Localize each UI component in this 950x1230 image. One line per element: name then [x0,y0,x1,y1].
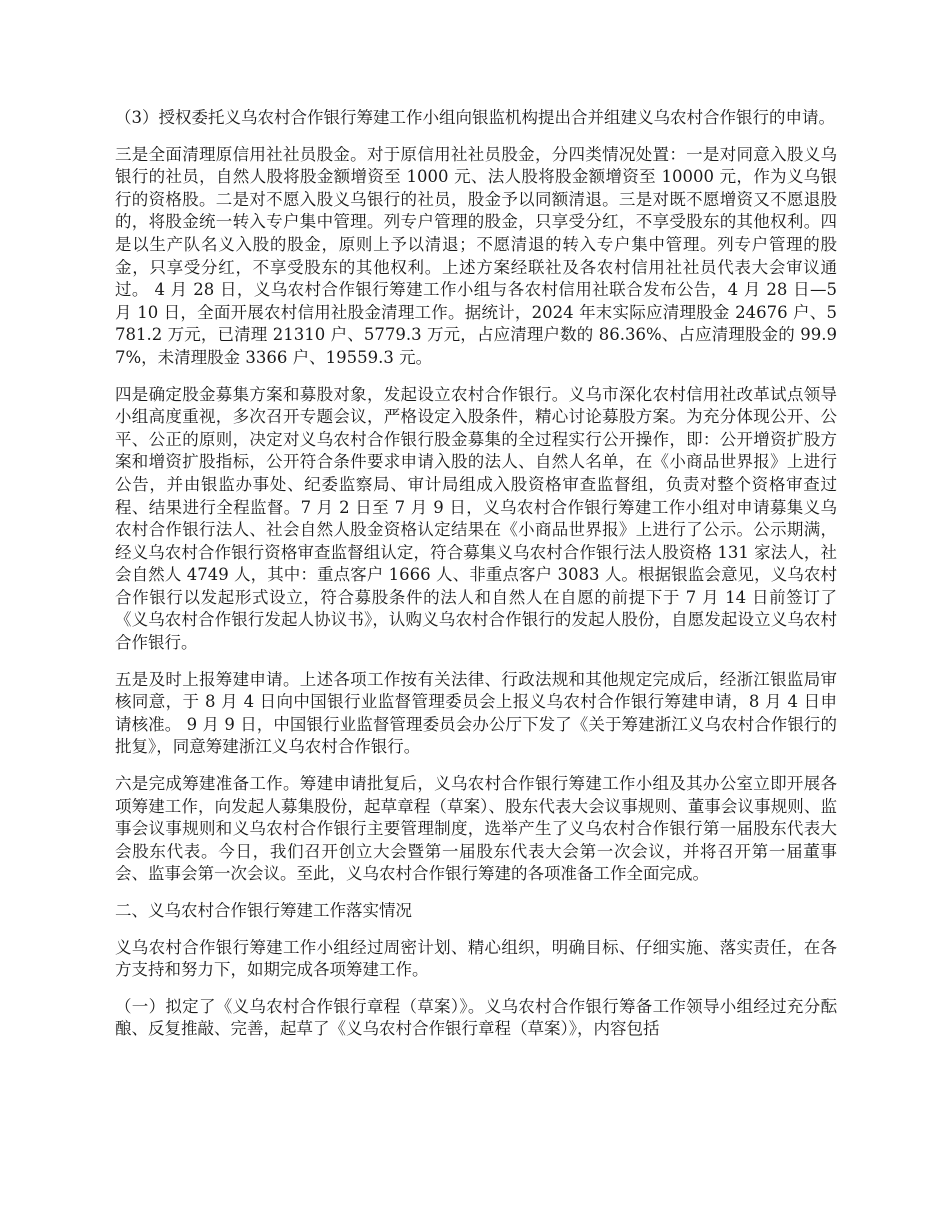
paragraph-share-cleanup: 三是全面清理原信用社社员股金。对于原信用社社员股金，分四类情况处置：一是对同意入股义乌银行的社员，自然人股将股金额增资至 1000 元、法人股将股金额增资至 10000 元，作为义乌银行的资格股。二是对不愿入股义乌银行的社员，股金予以同额清退。三是对既不愿增资又不愿退股的，将股金统一转入专户集中管理。列专户管理的股金，只享受分红，不享受股东的其他权利。四是以生产队名义入股的股金，原则上予以清退；不愿清退的转入专户集中管理。列专户管理的股金，只享受分红，不享受股东的其他权利。上述方案经联社及各农村信用社社员代表大会审议通过。 4 月 28 日，义乌农村合作银行筹建工作小组与各农村信用社联合发布公告，4 月 28 日—5 月 10 日，全面开展农村信用社股金清理工作。据统计，2024 年末实际应清理股金 24676 户、5781.2 万元，已清理 21310 户、5779.3 万元，占应清理户数的 86.36%、占应清理股金的 99.97%，未清理股金 3366 户、19559.3 元。 [115,144,837,367]
document-page [115,107,837,1055]
paragraph-authorization: （3）授权委托义乌农村合作银行筹建工作小组向银监机构提出合并组建义乌农村合作银行的申请。 [115,108,835,127]
paragraph-preparation: 六是完成筹建准备工作。筹建申请批复后，义乌农村合作银行筹建工作小组及其办公室立即开展各项筹建工作，向发起人募集股份，起草章程（草案）、股东代表大会议事规则、董事会议事规则、监事会议事规则和义乌农村合作银行主要管理制度，选举产生了义乌农村合作银行第一届股东代表大会股东代表。今日，我们召开创立大会暨第一届股东代表大会第一次会议，并将召开第一届董事会、监事会第一次会议。至此，义乌农村合作银行筹建的各项准备工作全面完成。 [115,774,837,884]
paragraph-summary: 义乌农村合作银行筹建工作小组经过周密计划、精心组织，明确目标、仔细实施、落实责任，在各方支持和努力下，如期完成各项筹建工作。 [115,937,837,980]
section-heading: 二、义乌农村合作银行筹建工作落实情况 [115,901,412,920]
paragraph-charter: （一）拟定了《义乌农村合作银行章程（草案）》。义乌农村合作银行筹备工作领导小组经过充分酝酿、反复推敲、完善，起草了《义乌农村合作银行章程（草案）》，内容包括 [115,996,837,1039]
paragraph-application: 五是及时上报筹建申请。上述各项工作按有关法律、行政法规和其他规定完成后，经浙江银监局审核同意，于 8 月 4 日向中国银行业监督管理委员会上报义乌农村合作银行筹建申请，8 月 4 日申请核准。 9 月 9 日，中国银行业监督管理委员会办公厅下发了《关于筹建浙江义乌农村合作银行的批复》，同意筹建浙江义乌农村合作银行。 [115,669,837,757]
paragraph-share-raising: 四是确定股金募集方案和募股对象，发起设立农村合作银行。义乌市深化农村信用社改革试点领导小组高度重视，多次召开专题会议，严格设定入股条件，精心讨论募股方案。为充分体现公开、公平、公正的原则，决定对义乌农村合作银行股金募集的全过程实行公开操作，即：公开增资扩股方案和增资扩股指标，公开符合条件要求申请入股的法人、自然人名单，在《小商品世界报》上进行公告，并由银监办事处、纪委监察局、审计局组成入股资格审查监督组，负责对整个资格审查过程、结果进行全程监督。7 月 2 日至 7 月 9 日，义乌农村合作银行筹建工作小组对申请募集义乌农村合作银行法人、社会自然人股金资格认定结果在《小商品世界报》上进行了公示。公示期满，经义乌农村合作银行资格审查监督组认定，符合募集义乌农村合作银行法人股资格 131 家法人，社会自然人 4749 人，其中：重点客户 1666 人、非重点客户 3083 人。根据银监会意见，义乌农村合作银行以发起形式设立，符合募股条件的法人和自然人在自愿的前提下于 7 月 14 日前签订了《义乌农村合作银行发起人协议书》，认购义乌农村合作银行的发起人股份，自愿发起设立义乌农村合作银行。 [115,384,837,653]
